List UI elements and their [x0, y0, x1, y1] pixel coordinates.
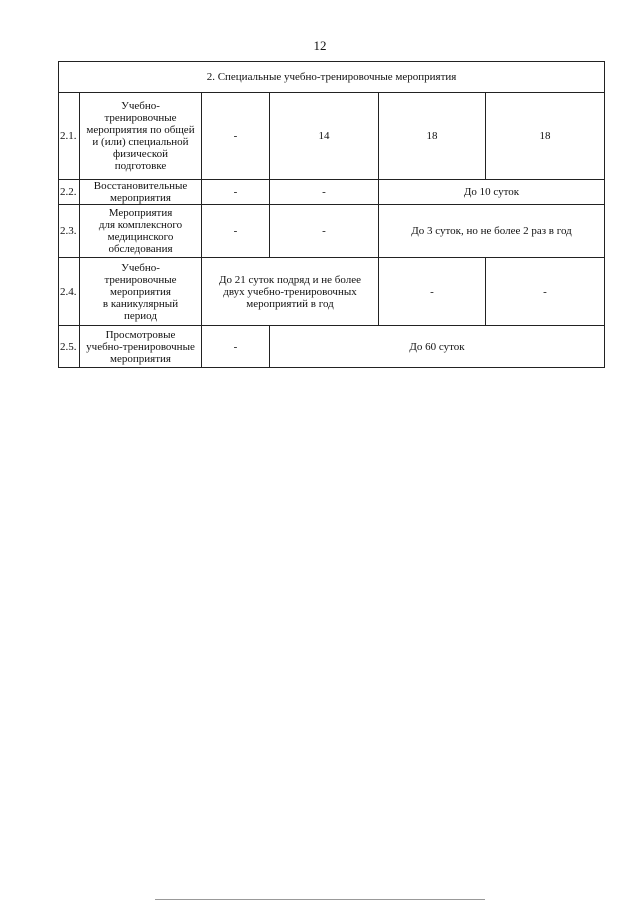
- row-name-line: в каникулярный: [102, 297, 179, 310]
- row-name-line: физической: [113, 148, 168, 160]
- page-number: 12: [313, 38, 327, 53]
- row-number: 2.3.: [59, 205, 80, 258]
- section-title: 2. Специальные учебно-тренировочные мероприятия: [59, 62, 605, 93]
- row-name-line: учебно-тренировочные: [86, 340, 195, 353]
- cell-value: -: [202, 326, 270, 368]
- row-name-line: Восстановительные: [93, 180, 188, 192]
- cell-value: -: [486, 258, 605, 326]
- row-name-line: период: [124, 309, 157, 322]
- events-table: [58, 61, 605, 368]
- cell-value-merged: До 60 суток: [270, 326, 605, 368]
- cell-value-merged: До 3 суток, но не более 2 раз в год: [379, 205, 605, 258]
- cell-value: -: [202, 205, 270, 258]
- row-name: [80, 93, 202, 180]
- cell-value-line: До 21 суток подряд и не более: [219, 273, 361, 286]
- cell-value: -: [379, 258, 486, 326]
- table-row: [59, 326, 605, 368]
- row-name-line: мероприятия по общей: [86, 124, 195, 136]
- cell-value-line: двух учебно-тренировочных: [223, 285, 357, 298]
- cell-value-merged: До 10 суток: [379, 180, 605, 205]
- row-name-line: мероприятия: [110, 285, 171, 298]
- row-name-line: Учебно-: [121, 261, 160, 274]
- row-name-line: мероприятия: [110, 192, 171, 204]
- row-name-line: мероприятия: [110, 352, 171, 365]
- row-name-line: для комплексного: [98, 219, 183, 231]
- table-row: [59, 93, 605, 180]
- row-name-line: обследования: [108, 243, 173, 255]
- cell-value: -: [270, 180, 379, 205]
- cell-value-merged: [202, 258, 379, 326]
- row-name-line: подготовке: [114, 160, 167, 172]
- scan-edge-line: [155, 899, 485, 900]
- cell-value: -: [270, 205, 379, 258]
- row-name-line: медицинского: [107, 231, 174, 243]
- row-name-line: и (или) специальной: [92, 136, 189, 148]
- cell-value: 14: [270, 93, 379, 180]
- row-name-line: Мероприятия: [108, 207, 173, 219]
- cell-value: 18: [486, 93, 605, 180]
- table-row: [59, 205, 605, 258]
- row-name: [80, 326, 202, 368]
- row-name-line: тренировочные: [104, 112, 177, 124]
- cell-value: -: [202, 180, 270, 205]
- cell-value: -: [202, 93, 270, 180]
- row-name: [80, 180, 202, 205]
- table-row: [59, 180, 605, 205]
- cell-value: 18: [379, 93, 486, 180]
- row-name-line: Просмотровые: [105, 328, 176, 341]
- row-name: [80, 258, 202, 326]
- row-number: 2.1.: [59, 93, 80, 180]
- row-number: 2.2.: [59, 180, 80, 205]
- row-name-line: Учебно-: [121, 100, 160, 112]
- cell-value-line: мероприятий в год: [246, 297, 334, 310]
- section-header-row: [59, 62, 605, 93]
- row-name: [80, 205, 202, 258]
- row-name-line: тренировочные: [104, 273, 177, 286]
- row-number: 2.4.: [59, 258, 80, 326]
- row-number: 2.5.: [59, 326, 80, 368]
- table-row: [59, 258, 605, 326]
